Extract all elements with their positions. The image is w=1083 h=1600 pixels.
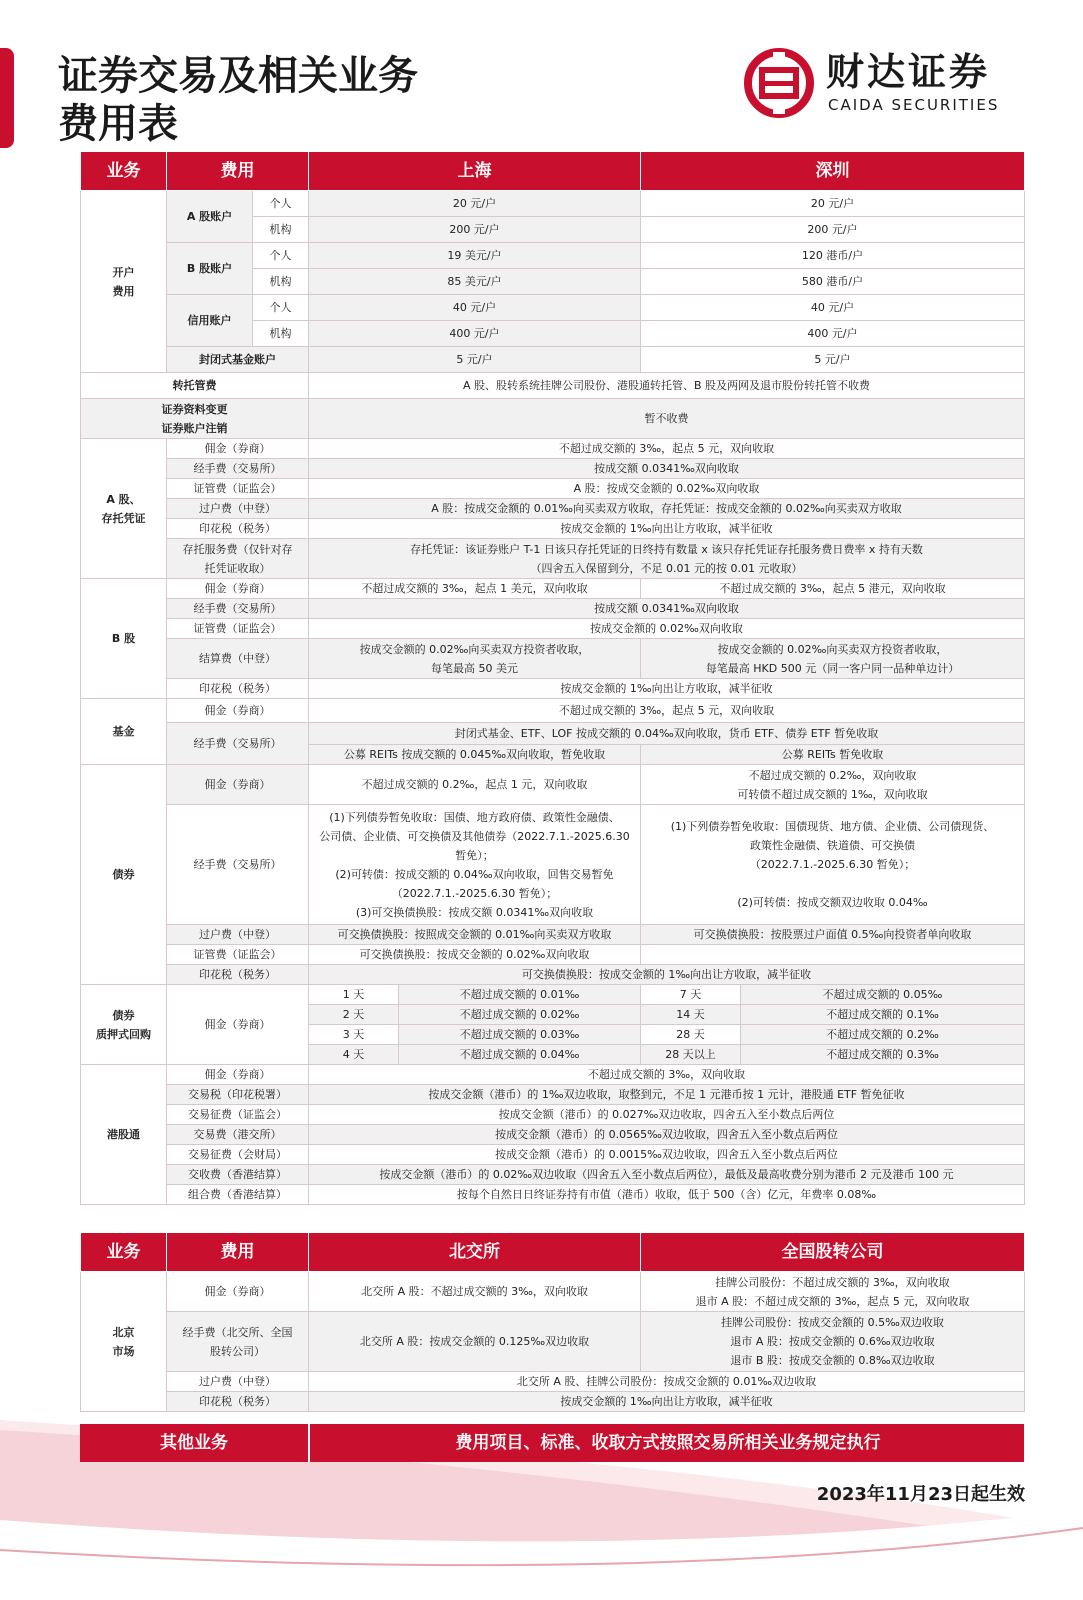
- label-line: 市场: [112, 1344, 135, 1358]
- table-row: [81, 1065, 1025, 1085]
- value-line: 退市 B 股：按成交金额的 0.8‰双边收取: [730, 1354, 935, 1367]
- fee-name: 证管费（证监会）: [167, 945, 309, 965]
- value-line: 退市 A 股：按成交金额的 0.6‰双边收取: [730, 1335, 935, 1348]
- individual-label: 个人: [253, 295, 309, 321]
- cell-sh: 200 元/户: [309, 217, 641, 243]
- header-neeq: 全国股转公司: [641, 1233, 1025, 1272]
- repo-term: 3 天: [309, 1025, 399, 1045]
- effective-date: 2023年11月23日起生效: [816, 1484, 1025, 1505]
- account-change-value: 暂不收费: [309, 399, 1025, 439]
- repo-rate: 不超过成交额的 0.05‰: [741, 985, 1025, 1005]
- table-row: [81, 679, 1025, 699]
- fee-name: 佣金（券商）: [167, 1272, 309, 1312]
- table-row: [81, 699, 1025, 723]
- value-line: 政策性金融债、铁道债、可交换债: [750, 839, 915, 852]
- fee-value: 按成交金额（港币）的 0.027‰双边收取，四舍五入至小数点后两位: [309, 1105, 1025, 1125]
- fee-value-sh: 公募 REITs 按成交额的 0.045‰双向收取，暂免收取: [309, 745, 641, 765]
- repo-term: 28 天: [641, 1025, 741, 1045]
- label-line: 债券: [112, 1008, 135, 1022]
- value-line: 退市 A 股：不超过成交额的 3‰，起点 5 元，双向收取: [695, 1294, 970, 1308]
- fee-value-bse: 北交所 A 股：按成交金额的 0.125‰双边收取: [309, 1312, 641, 1372]
- fee-value: 按成交金额的 0.02‰双向收取: [309, 619, 1025, 639]
- account-change-label: [81, 399, 309, 439]
- fee-value: 可交换债换股：按成交金额的 1‰向出让方收取，减半征收: [309, 965, 1025, 985]
- other-business-value: 费用项目、标准、收取方式按照交易所相关业务规定执行: [308, 1424, 1026, 1462]
- section-b-share: B 股: [81, 579, 167, 699]
- fee-value-neeq: [641, 1272, 1025, 1312]
- header-shanghai: 上海: [309, 152, 641, 191]
- red-accent-tab: [0, 48, 14, 148]
- fee-value: 不超过成交额的 3‰，起点 5 元，双向收取: [309, 699, 1025, 723]
- table-row: [81, 805, 1025, 925]
- fee-value-sh: 可交换债换股：按照成交金额的 0.01‰向买卖双方收取: [309, 925, 641, 945]
- label-line: 托凭证收取）: [204, 561, 271, 575]
- value-line: （四舍五入保留到分，不足 0.01 元的按 0.01 元收取）: [530, 561, 803, 575]
- fee-value: 按成交金额（港币）的 0.02‰双边收取（四舍五入至小数点后两位），最低及最高收费分别为港币 2 元及港币 100 元: [309, 1165, 1025, 1185]
- table-header-row: [81, 1233, 1025, 1272]
- fee-value-sz: 公募 REITs 暂免收取: [641, 745, 1025, 765]
- fee-name: 过户费（中登）: [167, 499, 309, 519]
- cell-sz: 400 元/户: [641, 321, 1025, 347]
- title-line-2: 费用表: [58, 101, 178, 147]
- fee-name: 经手费（交易所）: [167, 805, 309, 925]
- fee-value-sh: 可交换债换股：按成交金额的 0.02‰双向收取: [309, 945, 641, 965]
- fee-name: 经手费（交易所）: [167, 459, 309, 479]
- cell-sz: 5 元/户: [641, 347, 1025, 373]
- table-row: [81, 399, 1025, 439]
- repo-rate: 不超过成交额的 0.03‰: [399, 1025, 641, 1045]
- header-bse: 北交所: [309, 1233, 641, 1272]
- table-header-row: [81, 152, 1025, 191]
- cell-sh: 85 美元/户: [309, 269, 641, 295]
- table-row: [81, 579, 1025, 599]
- repo-term: 14 天: [641, 1005, 741, 1025]
- header-business: 业务: [81, 1233, 167, 1272]
- fee-value: 北交所 A 股、挂牌公司股份：按成交金额的 0.01‰双边收取: [309, 1372, 1025, 1392]
- repo-term: 28 天以上: [641, 1045, 741, 1065]
- cell-sh: 19 美元/户: [309, 243, 641, 269]
- repo-rate: 不超过成交额的 0.04‰: [399, 1045, 641, 1065]
- institution-label: 机构: [253, 269, 309, 295]
- repo-term: 1 天: [309, 985, 399, 1005]
- fee-value: 按成交金额的 1‰向出让方收取，减半征收: [309, 519, 1025, 539]
- value-line: 每笔最高 HKD 500 元（同一客户同一品种单边计）: [705, 661, 960, 675]
- header-shenzhen: 深圳: [641, 152, 1025, 191]
- cell-sz: 200 元/户: [641, 217, 1025, 243]
- label-line: 存托凭证: [101, 511, 146, 525]
- fee-value: 按每个自然日日终证券持有市值（港币）收取，低于 500（含）亿元，年费率 0.08‰: [309, 1185, 1025, 1205]
- table-row: [81, 925, 1025, 945]
- other-business-bar: [80, 1424, 1024, 1462]
- fee-value-sz: 可交换债换股：按股票过户面值 0.5‰向投资者单向收取: [641, 925, 1025, 945]
- transfer-fee-label: 转托管费: [81, 373, 309, 399]
- b-share-account-label: B 股账户: [167, 243, 253, 295]
- a-share-account-label: A 股账户: [167, 191, 253, 243]
- individual-label: 个人: [253, 191, 309, 217]
- table-row: [81, 459, 1025, 479]
- value-line: 按成交金额的 0.02‰向买卖双方投资者收取，: [359, 642, 590, 656]
- table-row: [81, 1372, 1025, 1392]
- table-row: [81, 985, 1025, 1005]
- fee-name: 佣金（券商）: [167, 579, 309, 599]
- table-row: [81, 479, 1025, 499]
- section-open-account: 开户 费用: [81, 191, 167, 373]
- fee-name: 佣金（券商）: [167, 439, 309, 459]
- value-line: (1)下列债券暂免收取：国债现货、地方债、企业债、公司债现货、: [670, 820, 995, 833]
- table-row: [81, 619, 1025, 639]
- fee-value: 不超过成交额的 3‰，起点 5 元，双向收取: [309, 439, 1025, 459]
- other-business-label: 其他业务: [160, 1433, 228, 1453]
- table-row: [81, 1272, 1025, 1312]
- caida-logo: [744, 48, 1044, 118]
- label-line: 证券资料变更: [161, 402, 228, 416]
- repo-term: 2 天: [309, 1005, 399, 1025]
- fee-value: 按成交额 0.0341‰双向收取: [309, 599, 1025, 619]
- fee-name: 印花税（税务）: [167, 519, 309, 539]
- fee-value-sh: [309, 805, 641, 925]
- fee-value: 封闭式基金、ETF、LOF 按成交额的 0.04‰双向收取，货币 ETF、债券 ETF 暂免收取: [309, 723, 1025, 745]
- fee-value: 按成交金额的 1‰向出让方收取，减半征收: [309, 679, 1025, 699]
- cell-sz: 120 港币/户: [641, 243, 1025, 269]
- value-line: (3)可交换债换股：按成交额 0.0341‰双向收取: [355, 905, 594, 919]
- header-fee: 费用: [167, 152, 309, 191]
- label-line: 经手费（北交所、全国: [182, 1325, 293, 1339]
- credit-account-label: 信用账户: [167, 295, 253, 347]
- fee-value-bse: 北交所 A 股：不超过成交额的 3‰，双向收取: [309, 1272, 641, 1312]
- fee-name: 交收费（香港结算）: [167, 1165, 309, 1185]
- cell-sz: 580 港币/户: [641, 269, 1025, 295]
- individual-label: 个人: [253, 243, 309, 269]
- fee-name: 经手费（交易所）: [167, 723, 309, 765]
- table-row: [81, 295, 1025, 321]
- fee-value-sz: 不超过成交额的 3‰，起点 5 港元，双向收取: [641, 579, 1025, 599]
- fee-name: 印花税（税务）: [167, 965, 309, 985]
- label-line: 证券账户注销: [161, 421, 228, 435]
- fee-value: 按成交金额（港币）的 0.0565‰双边收取，四舍五入至小数点后两位: [309, 1125, 1025, 1145]
- label-line: 存托服务费（仅针对存: [182, 542, 293, 556]
- repo-term: 4 天: [309, 1045, 399, 1065]
- fee-value: 按成交金额（港币）的 1‰双边收取，取整到元，不足 1 元港币按 1 元计，港股通 ETF 暂免征收: [309, 1085, 1025, 1105]
- table-row: [81, 1125, 1025, 1145]
- fee-value-sz: [641, 639, 1025, 679]
- table-row: [81, 1185, 1025, 1205]
- cell-sh: 20 元/户: [309, 191, 641, 217]
- logo-english-name: CAIDA SECURITIES: [828, 96, 1000, 114]
- section-bond: 债券: [81, 765, 167, 985]
- table-row: [81, 965, 1025, 985]
- value-line: 每笔最高 50 美元: [431, 661, 518, 675]
- fee-value-sh: [309, 639, 641, 679]
- table-row: [81, 765, 1025, 805]
- cell-sz: 20 元/户: [641, 191, 1025, 217]
- value-line: 可转债不超过成交额的 1‰，双向收取: [737, 787, 928, 801]
- fee-value-sz: [641, 765, 1025, 805]
- fee-name: 佣金（券商）: [167, 765, 309, 805]
- table-row: [81, 539, 1025, 579]
- value-line: 按成交金额的 0.02‰向买卖双方投资者收取，: [717, 642, 948, 656]
- table-row: [81, 1105, 1025, 1125]
- fee-value: [309, 539, 1025, 579]
- table-row: [81, 243, 1025, 269]
- header-fee: 费用: [167, 1233, 309, 1272]
- table-row: [81, 1312, 1025, 1372]
- fee-name: 交易征费（证监会）: [167, 1105, 309, 1125]
- value-line: (1)下列债券暂免收取：国债、地方政府债、政策性金融债、: [329, 810, 620, 824]
- institution-label: 机构: [253, 217, 309, 243]
- section-fund: 基金: [81, 699, 167, 765]
- repo-rate: 不超过成交额的 0.2‰: [741, 1025, 1025, 1045]
- label-line: 质押式回购: [96, 1027, 151, 1041]
- table-row: [81, 1145, 1025, 1165]
- fee-table-beijing: [80, 1232, 1025, 1412]
- fee-name: 证管费（证监会）: [167, 619, 309, 639]
- fee-value: 按成交额 0.0341‰双向收取: [309, 459, 1025, 479]
- value-line: 挂牌公司股份：不超过成交额的 3‰，双向收取: [715, 1275, 950, 1289]
- value-line: 公司债、企业债、可交换债及其他债券（2022.7.1.-2025.6.30: [319, 829, 630, 843]
- section-hk-connect: 港股通: [81, 1065, 167, 1205]
- repo-rate: 不超过成交额的 0.3‰: [741, 1045, 1025, 1065]
- fee-value-sz: [641, 805, 1025, 925]
- fee-value: A 股：按成交金额的 0.01‰向买卖双方收取，存托凭证：按成交金额的 0.02‰向买卖双方收取: [309, 499, 1025, 519]
- fee-name: 交易征费（会财局）: [167, 1145, 309, 1165]
- transfer-fee-value: A 股、股转系统挂牌公司股份、港股通转托管、B 股及两网及退市股份转托管不收费: [309, 373, 1025, 399]
- table-row: [81, 1165, 1025, 1185]
- table-row: [81, 373, 1025, 399]
- table-row: [81, 945, 1025, 965]
- fee-name: 印花税（税务）: [167, 1392, 309, 1412]
- fee-table-main: [80, 151, 1025, 1205]
- table-row: [81, 639, 1025, 679]
- fee-name: 交易税（印花税署）: [167, 1085, 309, 1105]
- label-line: 股转公司）: [210, 1344, 265, 1358]
- section-beijing-market: [81, 1272, 167, 1412]
- section-a-share: [81, 439, 167, 579]
- fee-value-sh: 不超过成交额的 0.2‰，起点 1 元，双向收取: [309, 765, 641, 805]
- title-line-1: 证券交易及相关业务: [58, 53, 418, 99]
- fee-value: 不超过成交额的 3‰，双向收取: [309, 1065, 1025, 1085]
- fee-name: 佣金（券商）: [167, 985, 309, 1065]
- repo-term: 7 天: [641, 985, 741, 1005]
- table-row: [81, 191, 1025, 217]
- repo-rate: 不超过成交额的 0.1‰: [741, 1005, 1025, 1025]
- value-line: (2)可转债：按成交额双边收取 0.04‰: [737, 896, 928, 909]
- value-line: 挂牌公司股份：按成交金额的 0.5‰双边收取: [721, 1316, 944, 1329]
- fee-value-sz: [641, 945, 1025, 965]
- table-row: [81, 599, 1025, 619]
- fee-name: 过户费（中登）: [167, 925, 309, 945]
- header-business: 业务: [81, 152, 167, 191]
- fee-name: 经手费（交易所）: [167, 599, 309, 619]
- fee-value: 按成交金额（港币）的 0.0015‰双边收取，四舍五入至小数点后两位: [309, 1145, 1025, 1165]
- table-row: [81, 499, 1025, 519]
- table-row: [81, 347, 1025, 373]
- fee-name: 佣金（券商）: [167, 1065, 309, 1085]
- fee-value-neeq: [641, 1312, 1025, 1372]
- cell-sh: 400 元/户: [309, 321, 641, 347]
- fee-name: 佣金（券商）: [167, 699, 309, 723]
- label-line: 北京: [112, 1325, 135, 1339]
- cell-sh: 5 元/户: [309, 347, 641, 373]
- fee-value: 按成交金额的 1‰向出让方收取，减半征收: [309, 1392, 1025, 1412]
- closed-fund-account-label: 封闭式基金账户: [167, 347, 309, 373]
- table-row: [81, 439, 1025, 459]
- repo-rate: 不超过成交额的 0.02‰: [399, 1005, 641, 1025]
- value-line: （2022.7.1.-2025.6.30 暂免）；: [391, 886, 558, 900]
- fee-name: 证管费（证监会）: [167, 479, 309, 499]
- table-row: [81, 1085, 1025, 1105]
- section-repo: [81, 985, 167, 1065]
- page-title: [58, 52, 418, 148]
- fee-name: 交易费（港交所）: [167, 1125, 309, 1145]
- value-line: （2022.7.1.-2025.6.30 暂免）；: [749, 858, 916, 871]
- value-line: 不超过成交额的 0.2‰，双向收取: [748, 768, 917, 782]
- fee-name: [167, 1312, 309, 1372]
- table-row: [81, 723, 1025, 745]
- value-line: 存托凭证：该证券账户 T-1 日该只存托凭证的日终持有数量 x 该只存托凭证存托服务费日费率 x 持有天数: [410, 542, 923, 556]
- repo-rate: 不超过成交额的 0.01‰: [399, 985, 641, 1005]
- fee-value-sh: 不超过成交额的 3‰，起点 1 美元，双向收取: [309, 579, 641, 599]
- blank-line: [643, 874, 1022, 893]
- label-line: A 股、: [106, 492, 141, 506]
- fee-name: 组合费（香港结算）: [167, 1185, 309, 1205]
- fee-value: A 股：按成交金额的 0.02‰双向收取: [309, 479, 1025, 499]
- fee-name: 印花税（税务）: [167, 679, 309, 699]
- institution-label: 机构: [253, 321, 309, 347]
- caida-logo-icon: [744, 48, 814, 118]
- table-row: [81, 519, 1025, 539]
- cell-sh: 40 元/户: [309, 295, 641, 321]
- fee-name: 结算费（中登）: [167, 639, 309, 679]
- fee-name: 过户费（中登）: [167, 1372, 309, 1392]
- value-line: (2)可转债：按成交额的 0.04‰双向收取，回售交易暂免: [335, 867, 614, 881]
- cell-sz: 40 元/户: [641, 295, 1025, 321]
- logo-chinese-name: 财达证券: [826, 50, 991, 94]
- value-line: 暂免）；: [455, 848, 494, 862]
- fee-name: [167, 539, 309, 579]
